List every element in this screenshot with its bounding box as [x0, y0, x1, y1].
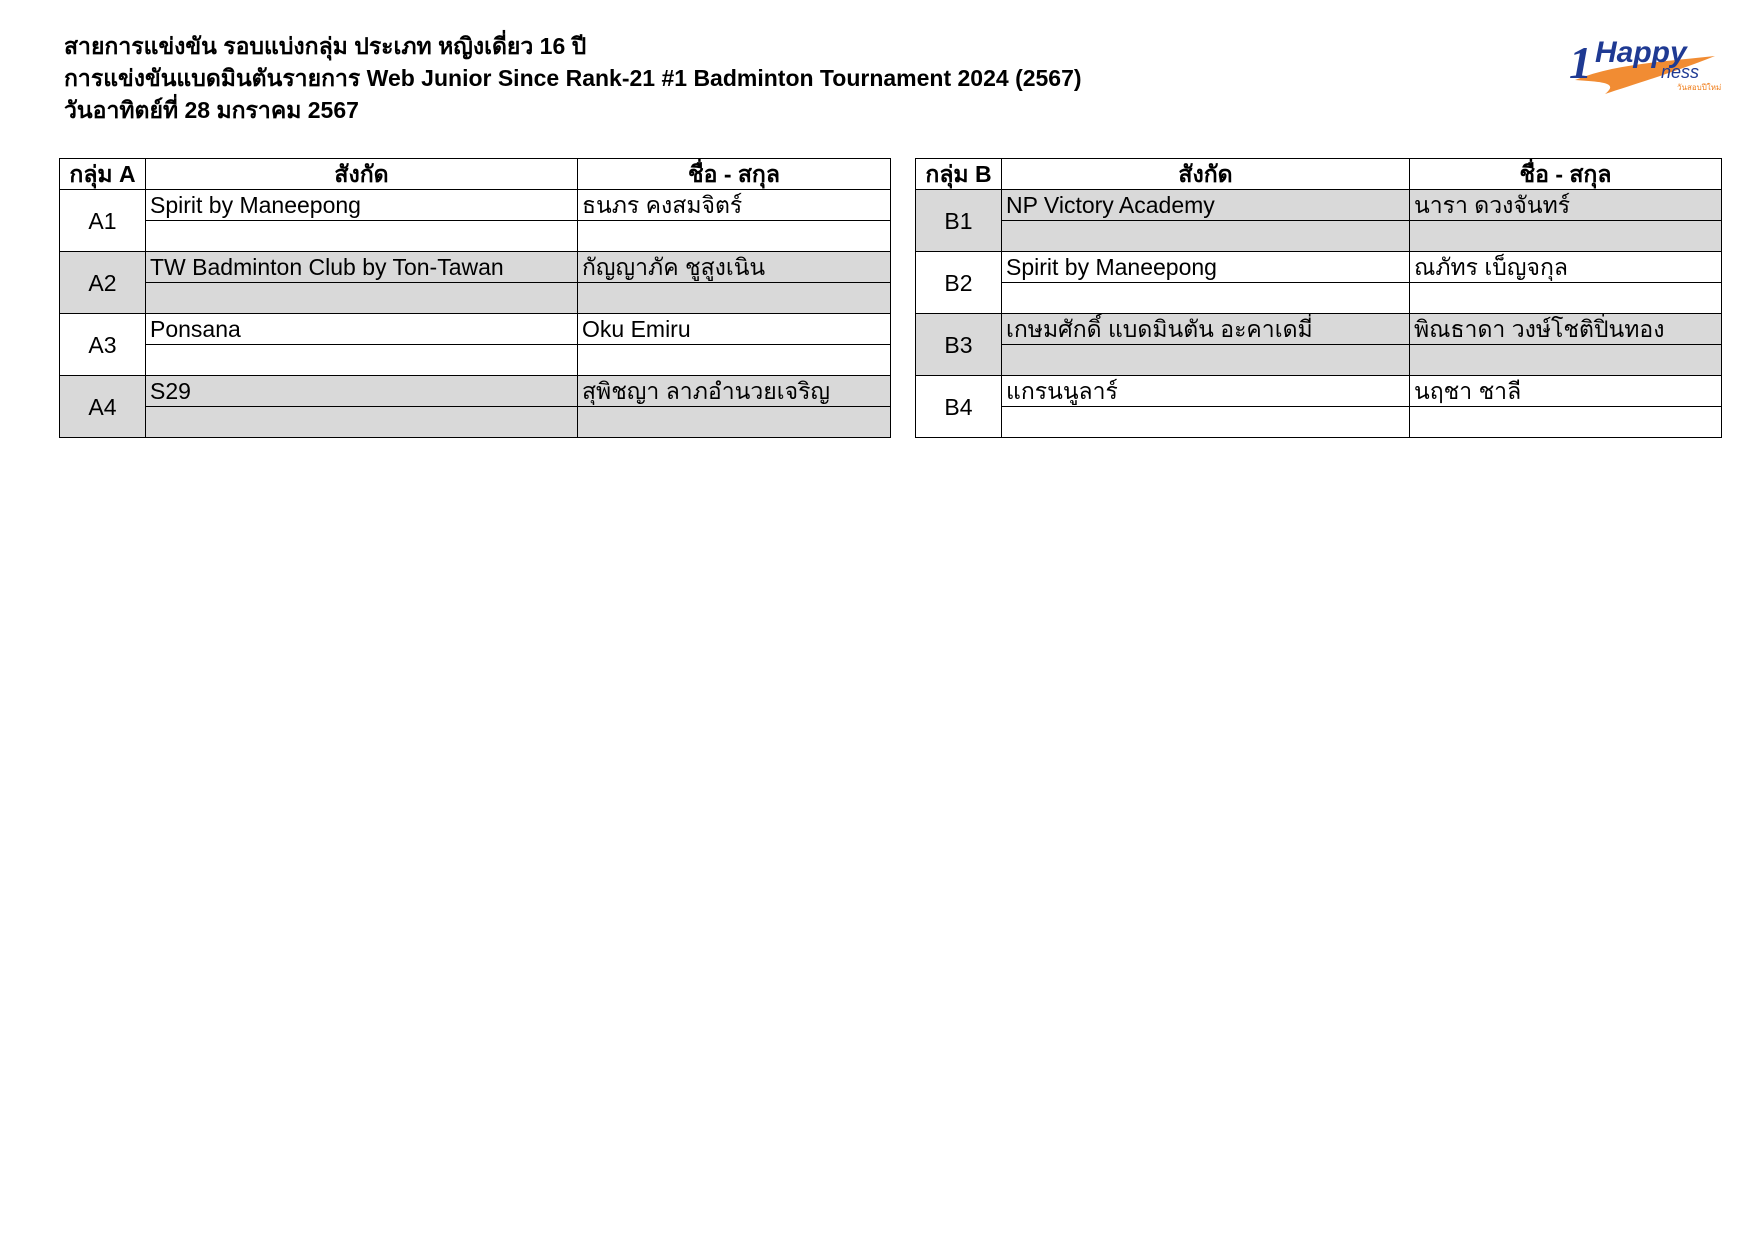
logo-sub-text: ness [1661, 62, 1700, 82]
seed-cell: A1 [60, 190, 146, 252]
table-row [916, 190, 1722, 221]
table-row [916, 283, 1722, 314]
affiliation-cell: Ponsana [146, 314, 578, 345]
table-row [916, 345, 1722, 376]
table-row [60, 221, 891, 252]
table-row [60, 407, 891, 438]
player-name-cell: ธนภร คงสมจิตร์ [578, 190, 891, 221]
table-row [916, 314, 1722, 345]
name-header: ชื่อ - สกุล [1410, 159, 1722, 190]
player-name-cell: นารา ดวงจันทร์ [1410, 190, 1722, 221]
table-row [916, 221, 1722, 252]
affiliation-cell: NP Victory Academy [1002, 190, 1410, 221]
logo-tagline: วันสอบปีใหม่ [1677, 83, 1722, 92]
table-row [60, 376, 891, 407]
name-header: ชื่อ - สกุล [578, 159, 891, 190]
table-row [916, 252, 1722, 283]
happyness-logo [1565, 34, 1725, 94]
group-b-table [915, 158, 1722, 438]
seed-cell: B2 [916, 252, 1002, 314]
player-name-cell [1410, 345, 1722, 376]
affiliation-cell: Spirit by Maneepong [1002, 252, 1410, 283]
seed-cell: B3 [916, 314, 1002, 376]
affiliation-header: สังกัด [146, 159, 578, 190]
table-row [916, 376, 1722, 407]
table-row [916, 407, 1722, 438]
seed-cell: B1 [916, 190, 1002, 252]
affiliation-cell: เกษมศักดิ์ แบดมินตัน อะคาเดมี่ [1002, 314, 1410, 345]
player-name-cell: Oku Emiru [578, 314, 891, 345]
player-name-cell: ณภัทร เบ็ญจกุล [1410, 252, 1722, 283]
seed-cell: A2 [60, 252, 146, 314]
affiliation-cell [146, 345, 578, 376]
player-name-cell: สุพิชญา ลาภอำนวยเจริญ [578, 376, 891, 407]
seed-cell: B4 [916, 376, 1002, 438]
affiliation-header: สังกัด [1002, 159, 1410, 190]
player-name-cell [578, 407, 891, 438]
document-header [64, 30, 1082, 126]
affiliation-cell [1002, 345, 1410, 376]
seed-cell: A4 [60, 376, 146, 438]
affiliation-cell [146, 283, 578, 314]
group-a-label: กลุ่ม A [60, 159, 146, 190]
affiliation-cell [1002, 407, 1410, 438]
table-row [60, 345, 891, 376]
player-name-cell: พิณธาดา วงษ์โชติปิ่นทอง [1410, 314, 1722, 345]
affiliation-cell [1002, 283, 1410, 314]
affiliation-cell [1002, 221, 1410, 252]
player-name-cell [578, 283, 891, 314]
table-row [60, 314, 891, 345]
group-b-label: กลุ่ม B [916, 159, 1002, 190]
event-category-title: สายการแข่งขัน รอบแบ่งกลุ่ม ประเภท หญิงเดี่ยว 16 ปี [64, 33, 587, 59]
logo-number: 1 [1569, 37, 1592, 88]
group-a-table [59, 158, 891, 438]
player-name-cell [578, 345, 891, 376]
affiliation-cell: TW Badminton Club by Ton-Tawan [146, 252, 578, 283]
player-name-cell [1410, 407, 1722, 438]
player-name-cell [578, 221, 891, 252]
event-date: วันอาทิตย์ที่ 28 มกราคม 2567 [64, 97, 359, 123]
player-name-cell [1410, 283, 1722, 314]
affiliation-cell: Spirit by Maneepong [146, 190, 578, 221]
player-name-cell [1410, 221, 1722, 252]
affiliation-cell: แกรนนูลาร์ [1002, 376, 1410, 407]
table-row [60, 283, 891, 314]
group-a-header-row [60, 159, 891, 190]
tournament-title: การแข่งขันแบดมินตันรายการ Web Junior Since Rank-21 #1 Badminton Tournament 2024 (2567) [64, 65, 1082, 91]
affiliation-cell [146, 407, 578, 438]
table-row [60, 190, 891, 221]
player-name-cell: นฤชา ชาลี [1410, 376, 1722, 407]
affiliation-cell: S29 [146, 376, 578, 407]
logo-main-text: Happy [1595, 36, 1687, 69]
affiliation-cell [146, 221, 578, 252]
player-name-cell: กัญญาภัค ชูสูงเนิน [578, 252, 891, 283]
group-b-header-row [916, 159, 1722, 190]
table-row [60, 252, 891, 283]
seed-cell: A3 [60, 314, 146, 376]
